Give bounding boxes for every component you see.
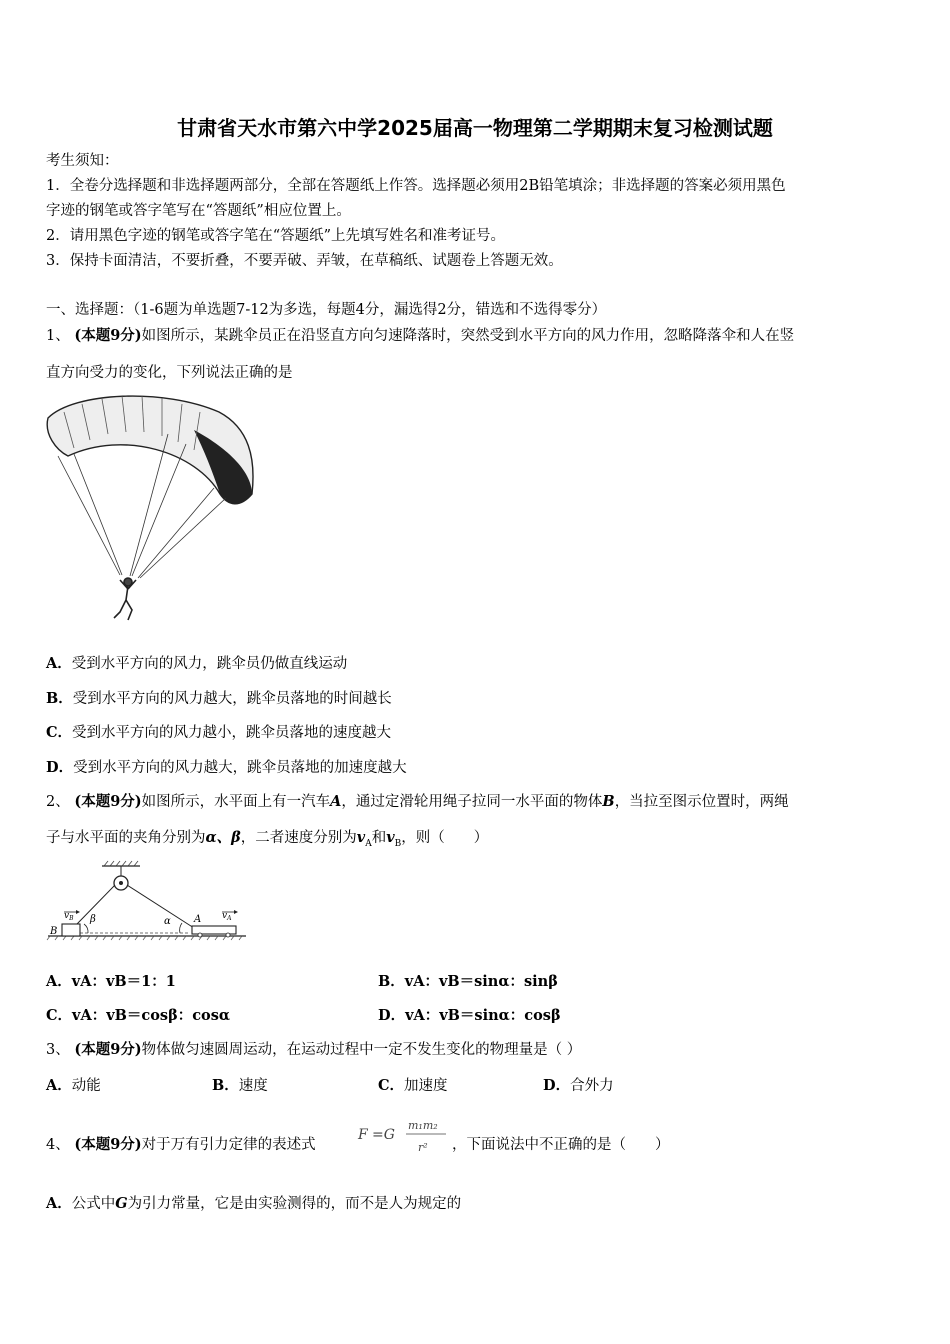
label-b: B xyxy=(50,926,58,937)
q2-option-a[interactable] xyxy=(46,973,176,991)
q2-va: v xyxy=(356,829,366,846)
q4-option-a-text-a: 公式中 xyxy=(71,1196,116,1212)
q1-option-d[interactable] xyxy=(46,759,407,777)
q2-text-1a: 如图所示，水平面上有一汽车 xyxy=(141,794,331,810)
q2-option-a-label: A． xyxy=(46,973,72,990)
q2-option-c-text: vA：vB＝cosβ：cosα xyxy=(72,1007,231,1024)
section-heading: 一、选择题：（1-6题为单选题7-12为多选，每题4分，漏选得2分，错选和不选得零分） xyxy=(46,302,607,318)
q2-angles: α、β xyxy=(205,829,241,846)
q3-option-d-text: 合外力 xyxy=(570,1078,614,1094)
label-beta: β xyxy=(90,914,96,925)
q4-score: (本题9分) xyxy=(74,1136,142,1153)
q1-score: (本题9分) xyxy=(74,327,142,344)
page-title: 甘肃省天水市第六中学2025届高一物理第二学期期末复习检测试题 xyxy=(177,116,773,140)
q2-text-1b: ，通过定滑轮用绳子拉同一水平面的物体 xyxy=(341,794,603,810)
q2-option-c-label: C． xyxy=(46,1007,73,1024)
q3-text: 物体做匀速圆周运动，在运动过程中一定不发生变化的物理量是（ ） xyxy=(141,1042,582,1058)
q3-number: 3、 xyxy=(46,1042,70,1058)
pulley-figure xyxy=(46,860,248,944)
svg-text:F: F xyxy=(358,1127,368,1143)
q2-line1 xyxy=(46,793,789,811)
q2-text-2a: 子与水平面的夹角分别为 xyxy=(46,830,206,846)
svg-text:m₁m₂: m₁m₂ xyxy=(408,1119,438,1132)
q3-option-d-label: D． xyxy=(543,1077,571,1094)
q3-option-b[interactable] xyxy=(212,1077,268,1095)
car-a xyxy=(192,926,236,934)
parachutist xyxy=(114,578,136,620)
label-vb: $v_B$ xyxy=(64,911,74,922)
q1-option-a-label: A． xyxy=(46,655,72,672)
q2-option-d-text: vA：vB＝sinα：cosβ xyxy=(405,1007,561,1024)
q2-option-a-text: vA：vB＝1：1 xyxy=(71,973,176,990)
q1-option-b[interactable] xyxy=(46,690,392,708)
block-b xyxy=(62,924,80,936)
q1-option-c[interactable] xyxy=(46,724,391,742)
q2-text-2c: ，则（ ） xyxy=(401,830,489,846)
q1-option-b-text: 受到水平方向的风力越大，跳伞员落地的时间越长 xyxy=(72,691,392,707)
q4-line-start xyxy=(46,1136,316,1154)
q2-car-a: A xyxy=(330,793,342,810)
q1-line1 xyxy=(46,327,794,345)
q2-obj-b: B xyxy=(602,793,615,810)
q1-number: 1、 xyxy=(46,328,70,344)
svg-text:r²: r² xyxy=(418,1141,428,1154)
q2-option-d[interactable] xyxy=(378,1007,561,1025)
notice-item-1-cont: 字迹的钢笔或答字笔写在“答题纸”相应位置上。 xyxy=(46,203,351,219)
svg-text:=G: =G xyxy=(372,1127,395,1143)
q4-option-a[interactable] xyxy=(46,1195,461,1213)
notice-heading: 考生须知： xyxy=(46,153,119,169)
q2-option-c[interactable] xyxy=(46,1007,230,1025)
q3-score: (本题9分) xyxy=(74,1041,142,1058)
q2-option-d-label: D． xyxy=(378,1007,406,1024)
q2-option-b-label: B． xyxy=(378,973,405,990)
q4-text-before: 对于万有引力定律的表述式 xyxy=(141,1137,316,1153)
q2-line2 xyxy=(46,829,488,853)
q2-text-2b: ，二者速度分别为 xyxy=(240,830,357,846)
q1-option-c-label: C． xyxy=(46,724,73,741)
q2-score: (本题9分) xyxy=(74,793,142,810)
notice-item-3: 3．保持卡面清洁，不要折叠，不要弄破、弄皱，在草稿纸、试题卷上答题无效。 xyxy=(46,253,563,269)
q1-option-d-label: D． xyxy=(46,759,74,776)
q1-option-b-label: B． xyxy=(46,690,73,707)
q2-option-b[interactable] xyxy=(378,973,558,991)
q4-number: 4、 xyxy=(46,1137,70,1153)
label-va: $v_A$ xyxy=(222,911,232,922)
q1-option-a-text: 受到水平方向的风力，跳伞员仍做直线运动 xyxy=(71,656,348,672)
q4-option-a-text-b: 为引力常量，它是由实验测得的，而不是人为规定的 xyxy=(127,1196,462,1212)
q1-option-c-text: 受到水平方向的风力越小，跳伞员落地的速度越大 xyxy=(72,725,392,741)
q2-vb: v xyxy=(386,829,395,846)
label-a: A xyxy=(194,914,202,925)
label-alpha: α xyxy=(164,916,171,927)
q3-option-a[interactable] xyxy=(46,1077,101,1095)
q1-option-a[interactable] xyxy=(46,655,347,673)
q3-line xyxy=(46,1041,581,1059)
q3-option-a-text: 动能 xyxy=(71,1078,101,1094)
q2-number: 2、 xyxy=(46,794,70,810)
q2-and: 和 xyxy=(371,830,387,846)
q3-option-a-label: A． xyxy=(46,1077,72,1094)
ceiling-hatch xyxy=(104,861,138,866)
q1-text-1: 如图所示，某跳伞员正在沿竖直方向匀速降落时，突然受到水平方向的风力作用，忽略降落伞和人在竖 xyxy=(141,328,795,344)
q4-line-end: ，下面说法中不正确的是（ ） xyxy=(452,1137,670,1153)
q1-option-d-text: 受到水平方向的风力越大，跳伞员落地的加速度越大 xyxy=(73,760,407,776)
notice-item-1: 1．全卷分选择题和非选择题两部分，全部在答题纸上作答。选择题必须用2B铅笔填涂；非选择题的答案必须用黑色 xyxy=(46,178,786,194)
gravitation-formula xyxy=(356,1113,452,1159)
q3-option-c-label: C． xyxy=(378,1077,405,1094)
q2-text-1c: ，当拉至图示位置时，两绳 xyxy=(614,794,789,810)
q2-option-b-text: vA：vB＝sinα：sinβ xyxy=(404,973,558,990)
q3-option-c[interactable] xyxy=(378,1077,448,1095)
parachute-figure xyxy=(44,390,260,622)
q1-line2: 直方向受力的变化，下列说法正确的是 xyxy=(46,365,293,381)
q3-option-b-text: 速度 xyxy=(238,1078,268,1094)
q2-va-sub: A xyxy=(365,838,372,849)
notice-item-2: 2．请用黑色字迹的钢笔或答字笔在“答题纸”上先填写姓名和准考证号。 xyxy=(46,228,506,244)
q2-vb-sub: B xyxy=(394,838,402,849)
q3-option-d[interactable] xyxy=(543,1077,614,1095)
q4-option-a-g: G xyxy=(115,1195,128,1212)
q3-option-b-label: B． xyxy=(212,1077,239,1094)
q3-option-c-text: 加速度 xyxy=(404,1078,448,1094)
q4-option-a-label: A． xyxy=(46,1195,72,1212)
